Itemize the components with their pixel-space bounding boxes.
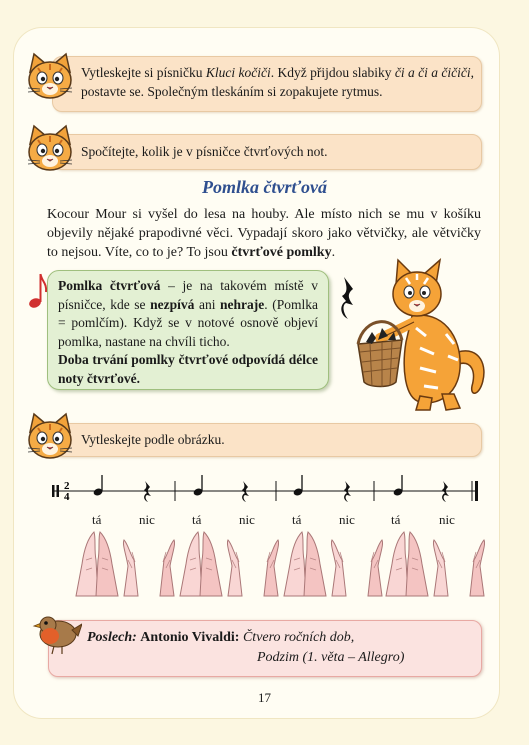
listening-box	[48, 620, 482, 677]
instruction-box-3	[52, 423, 482, 457]
syllable: nic	[139, 512, 155, 527]
quarter-note-icon	[193, 475, 204, 497]
instruction-text-1: Vytleskejte si písničku Kluci kočiči. Když přijdou slabiky či a či a čičiči, postavte se. Společným tleskáním si zopakujete rytmus.	[81, 65, 474, 99]
syllable: nic	[339, 512, 355, 527]
time-signature-top: 2	[64, 480, 70, 492]
clapping-hands-illustration	[68, 530, 488, 598]
bird-icon	[30, 608, 82, 656]
syllable: tá	[292, 512, 302, 527]
quarter-note-icon	[93, 475, 104, 497]
story-paragraph: Kocour Mour si vyšel do lesa na houby. Ale místo nich se mu v košíku objevily nějaké prapodivné věci. Vypadají skoro jako větvičky, ale větvičky to nejsou. Víte, co to je? To jsou čtvrťové pomlky.	[47, 207, 481, 260]
page-number: 17	[258, 690, 271, 705]
definition-box: Pomlka čtvrťová – je na takovém místě v písničce, kde se nezpívá ani nehraje. (Pomlka = pomlčím). Když se v notové osnově objeví pomlka, nastane na chvíli ticho. Doba trvání pomlky čtvrťové odpovídá délce noty čtvrťové.	[47, 270, 329, 390]
listening-text: Poslech: Antonio Vivaldi: Čtvero ročních dob, Podzim (1. věta – Allegro)	[87, 630, 405, 665]
instruction-box-1	[52, 56, 482, 112]
instruction-text-2: Spočítejte, kolik je v písničce čtvrťových not.	[81, 144, 328, 159]
syllable: nic	[239, 512, 255, 527]
syllable: nic	[439, 512, 455, 527]
music-note-icon	[28, 270, 48, 310]
instruction-box-2	[52, 134, 482, 170]
instruction-text-3: Vytleskejte podle obrázku.	[81, 432, 225, 447]
cat-head-icon	[24, 412, 76, 464]
time-signature-bottom: 4	[64, 491, 70, 503]
cat-head-icon	[24, 52, 76, 104]
syllable: tá	[192, 512, 202, 527]
quarter-note-icon	[393, 475, 404, 497]
rhythm-staff	[48, 475, 484, 507]
cat-with-basket-illustration	[350, 256, 500, 414]
syllable: tá	[391, 512, 401, 527]
syllable: tá	[92, 512, 102, 527]
section-heading: Pomlka čtvrťová	[201, 177, 328, 197]
quarter-note-icon	[293, 475, 304, 497]
cat-head-icon	[24, 124, 76, 176]
